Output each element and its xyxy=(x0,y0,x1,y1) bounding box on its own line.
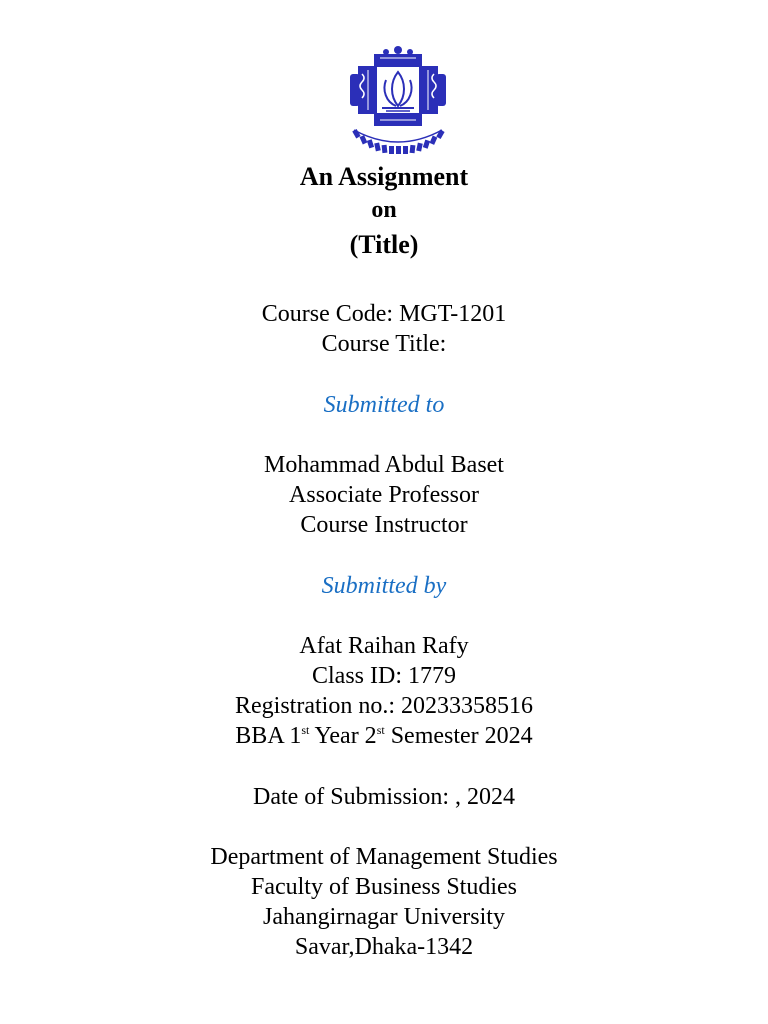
department: Department of Management Studies xyxy=(210,844,558,870)
student-program xyxy=(0,722,768,750)
submitted-to-heading: Submitted to xyxy=(323,392,445,418)
assignment-title: (Title) xyxy=(349,230,419,259)
program-sup-semester: st xyxy=(376,723,385,737)
university-seal-icon xyxy=(346,44,450,160)
submitted-by-heading: Submitted by xyxy=(321,573,447,599)
student-name: Afat Raihan Rafy xyxy=(299,633,469,659)
student-class-id: Class ID: 1779 xyxy=(312,663,456,689)
instructor-name: Mohammad Abdul Baset xyxy=(264,452,504,478)
instructor-role: Course Instructor xyxy=(300,512,468,538)
address: Savar,Dhaka-1342 xyxy=(294,934,474,960)
faculty: Faculty of Business Studies xyxy=(250,874,517,900)
assignment-on: on xyxy=(371,197,397,223)
course-code: Course Code: MGT-1201 xyxy=(261,301,507,327)
program-prefix: BBA 1 xyxy=(235,723,302,749)
assignment-heading: An Assignment xyxy=(299,162,469,191)
program-middle: Year 2 xyxy=(309,723,377,749)
student-registration: Registration no.: 20233358516 xyxy=(235,693,533,719)
program-suffix: Semester 2024 xyxy=(384,723,533,749)
course-title: Course Title: xyxy=(321,331,447,357)
university-logo xyxy=(346,44,450,160)
submission-date: Date of Submission: , 2024 xyxy=(253,784,515,810)
program-sup-year: st xyxy=(301,723,310,737)
university: Jahangirnagar University xyxy=(263,904,505,930)
instructor-designation: Associate Professor xyxy=(289,482,479,508)
